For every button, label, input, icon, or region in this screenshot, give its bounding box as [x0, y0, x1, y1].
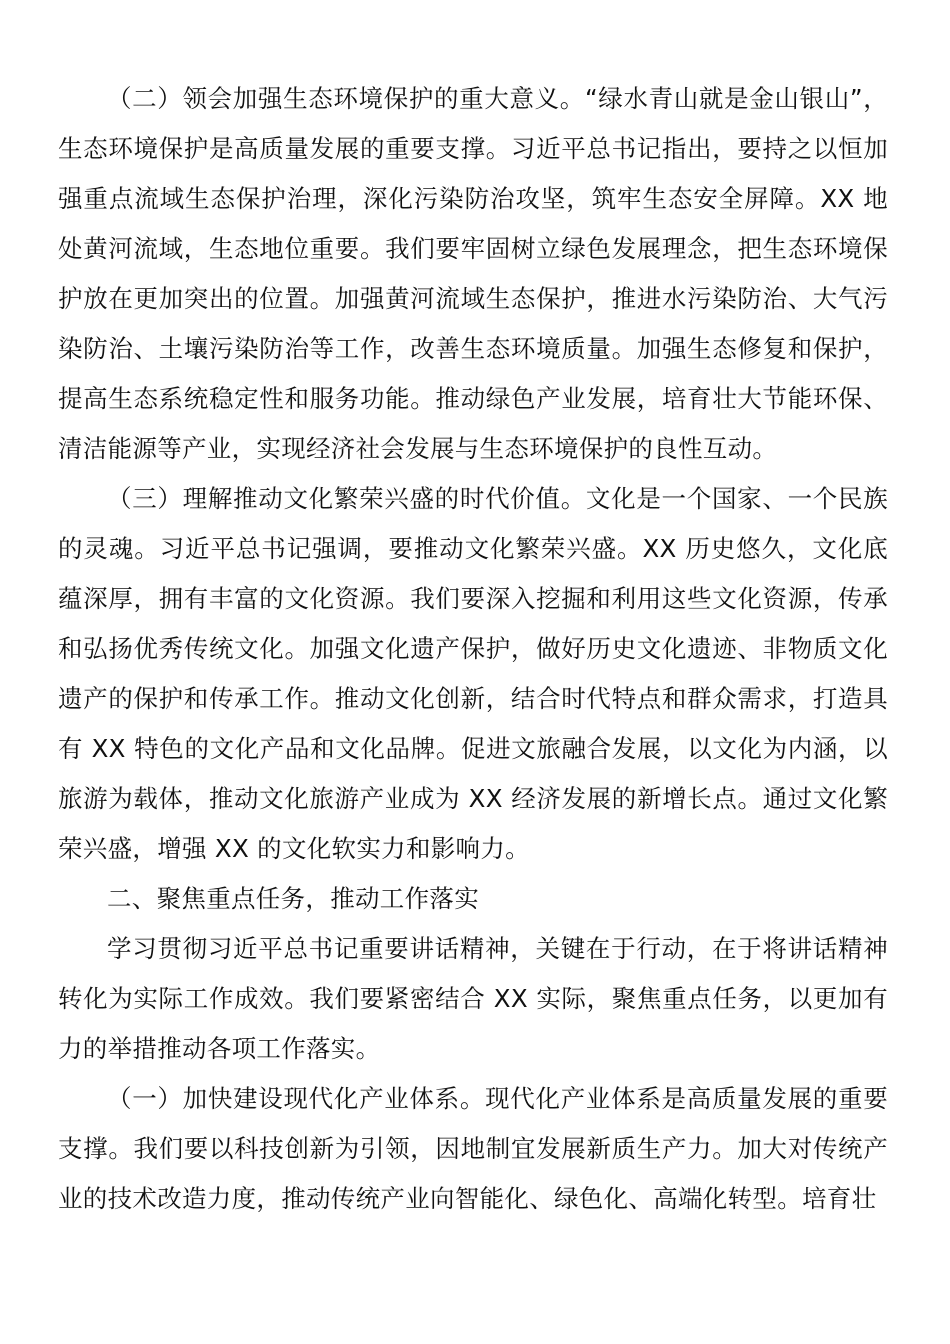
paragraph-implementation: 学习贯彻习近平总书记重要讲话精神，关键在于行动，在于将讲话精神转化为实际工作成效。我们要紧密结合 XX 实际，聚焦重点任务，以更加有力的举措推动各项工作落实。: [58, 934, 888, 1063]
paragraph-ecology: （二）领会加强生态环境保护的重大意义。“绿水青山就是金山银山”，生态环境保护是高质量发展的重要支撑。习近平总书记指出，要持之以恒加强重点流域生态保护治理，深化污染防治攻坚，筑牢生态安全屏障。XX 地处黄河流域，生态地位重要。我们要牢固树立绿色发展理念，把生态环境保护放在更加突出的位置。加强黄河流域生态保护，推进水污染防治、大气污染防治、土壤污染防治等工作，改善生态环境质量。加强生态修复和保护，提高生态系统稳定性和服务功能。推动绿色产业发展，培育壮大节能环保、清洁能源等产业，实现经济社会发展与生态环境保护的良性互动。: [58, 84, 888, 463]
section-heading-key-tasks: 二、聚焦重点任务，推动工作落实: [107, 884, 479, 913]
paragraph-industry-system: （一）加快建设现代化产业体系。现代化产业体系是高质量发展的重要支撑。我们要以科技创新为引领，因地制宜发展新质生产力。加大对传统产业的技术改造力度，推动传统产业向智能化、绿色化、高端化转型。培育壮: [58, 1084, 888, 1213]
paragraph-culture: （三）理解推动文化繁荣兴盛的时代价值。文化是一个国家、一个民族的灵魂。习近平总书记强调，要推动文化繁荣兴盛。XX 历史悠久，文化底蕴深厚，拥有丰富的文化资源。我们要深入挖掘和利用这些文化资源，传承和弘扬优秀传统文化。加强文化遗产保护，做好历史文化遗迹、非物质文化遗产的保护和传承工作。推动文化创新，结合时代特点和群众需求，打造具有 XX 特色的文化产品和文化品牌。促进文旅融合发展，以文化为内涵，以旅游为载体，推动文化旅游产业成为 XX 经济发展的新增长点。通过文化繁荣兴盛，增强 XX 的文化软实力和影响力。: [58, 484, 888, 863]
